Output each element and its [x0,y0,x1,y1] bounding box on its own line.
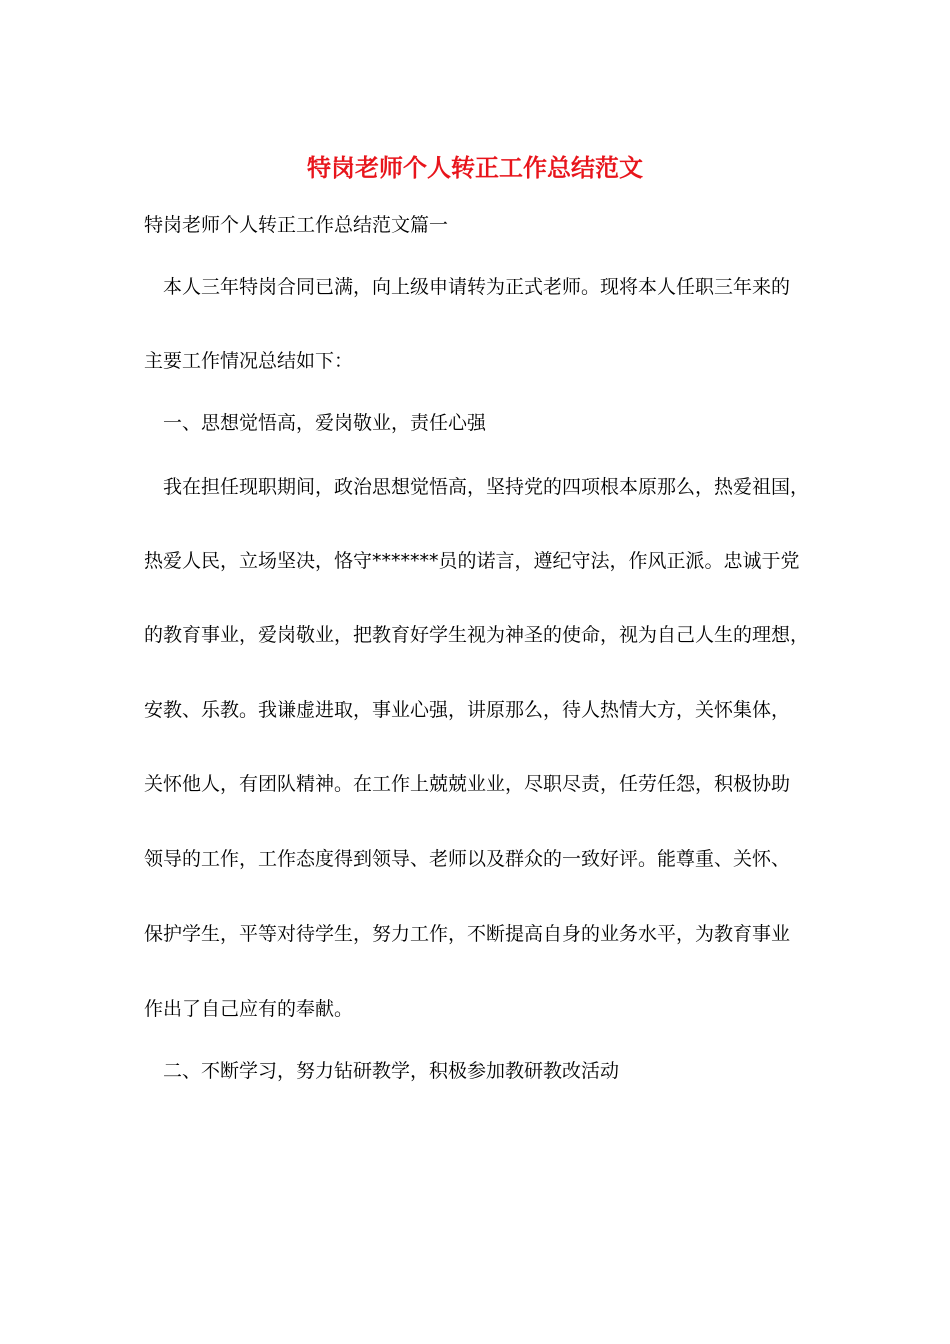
paragraph-line: 的教育事业，爱岗敬业，把教育好学生视为神圣的使命，视为自己人生的理想， [144,624,810,646]
section-heading: 特岗老师个人转正工作总结范文篇一 [144,214,449,236]
paragraph-line: 作出了自己应有的奉献。 [144,998,354,1020]
paragraph-line: 本人三年特岗合同已满，向上级申请转为正式老师。现将本人任职三年来的 [163,276,791,298]
section-heading: 一、思想觉悟高，爱岗敬业，责任心强 [163,412,487,434]
paragraph-line: 我在担任现职期间，政治思想觉悟高，坚持党的四项根本原那么，热爱祖国， [163,476,810,498]
paragraph-line: 热爱人民，立场坚决，恪守*******员的诺言，遵纪守法，作风正派。忠诚于党 [144,550,800,572]
section-heading: 二、不断学习，努力钻研教学，积极参加教研教改活动 [163,1060,620,1082]
paragraph-line: 领导的工作，工作态度得到领导、老师以及群众的一致好评。能尊重、关怀、 [144,848,791,870]
paragraph-line: 主要工作情况总结如下： [144,350,354,372]
paragraph-line: 保护学生，平等对待学生，努力工作，不断提高自身的业务水平，为教育事业 [144,923,791,945]
paragraph-line: 关怀他人，有团队精神。在工作上兢兢业业，尽职尽责，任劳任怨，积极协助 [144,773,791,795]
paragraph-line: 安教、乐教。我谦虚进取，事业心强，讲原那么，待人热情大方，关怀集体， [144,699,791,721]
document-title: 特岗老师个人转正工作总结范文 [307,153,643,182]
